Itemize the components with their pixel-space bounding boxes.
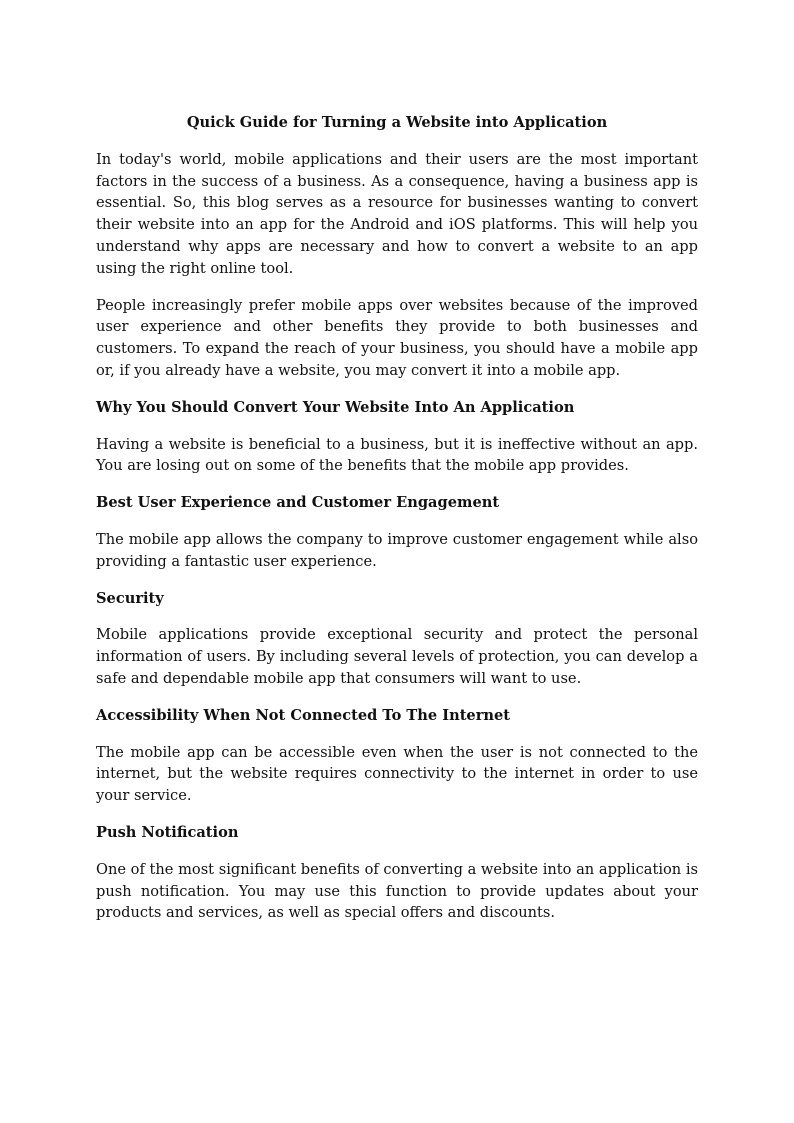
document-title: Quick Guide for Turning a Website into Application <box>186 114 608 131</box>
section-body-push-notification: One of the most significant benefits of converting a website into an application is push notification. You may use this function to provide updates about your products and services, as well as special offers and discounts. <box>96 860 698 922</box>
intro-paragraph-2: People increasingly prefer mobile apps over websites because of the improved user experience and other benefits they provide to both businesses and customers. To expand the reach of your business, you should have a mobile app or, if you already have a website, you may convert it into a mobile app. <box>96 296 698 379</box>
section-heading-push-notification: Push Notification <box>96 823 239 841</box>
section-heading-security: Security <box>96 589 164 607</box>
document-page <box>96 112 698 939</box>
section-body-offline-access: The mobile app can be accessible even when the user is not connected to the internet, but the website requires connectivity to the internet in order to use your service. <box>96 743 698 805</box>
section-heading-why-convert: Why You Should Convert Your Website Into An Application <box>96 398 575 416</box>
intro-paragraph-1: In today's world, mobile applications and their users are the most important factors in the success of a business. As a consequence, having a business app is essential. So, this blog serves as a resource for businesses wanting to convert their website into an app for the Android and iOS platforms. This will help you understand why apps are necessary and how to convert a website to an app using the right online tool. <box>96 150 698 277</box>
section-body-user-experience: The mobile app allows the company to improve customer engagement while also providing a fantastic user experience. <box>96 530 698 570</box>
section-heading-offline-access: Accessibility When Not Connected To The Internet <box>96 706 511 724</box>
section-body-security: Mobile applications provide exceptional security and protect the personal information of users. By including several levels of protection, you can develop a safe and dependable mobile app that consumers will want to use. <box>96 626 698 687</box>
section-heading-user-experience: Best User Experience and Customer Engagement <box>96 494 500 512</box>
section-body-why-convert: Having a website is beneficial to a business, but it is ineffective without an app. You are losing out on some of the benefits that the mobile app provides. <box>96 435 698 475</box>
